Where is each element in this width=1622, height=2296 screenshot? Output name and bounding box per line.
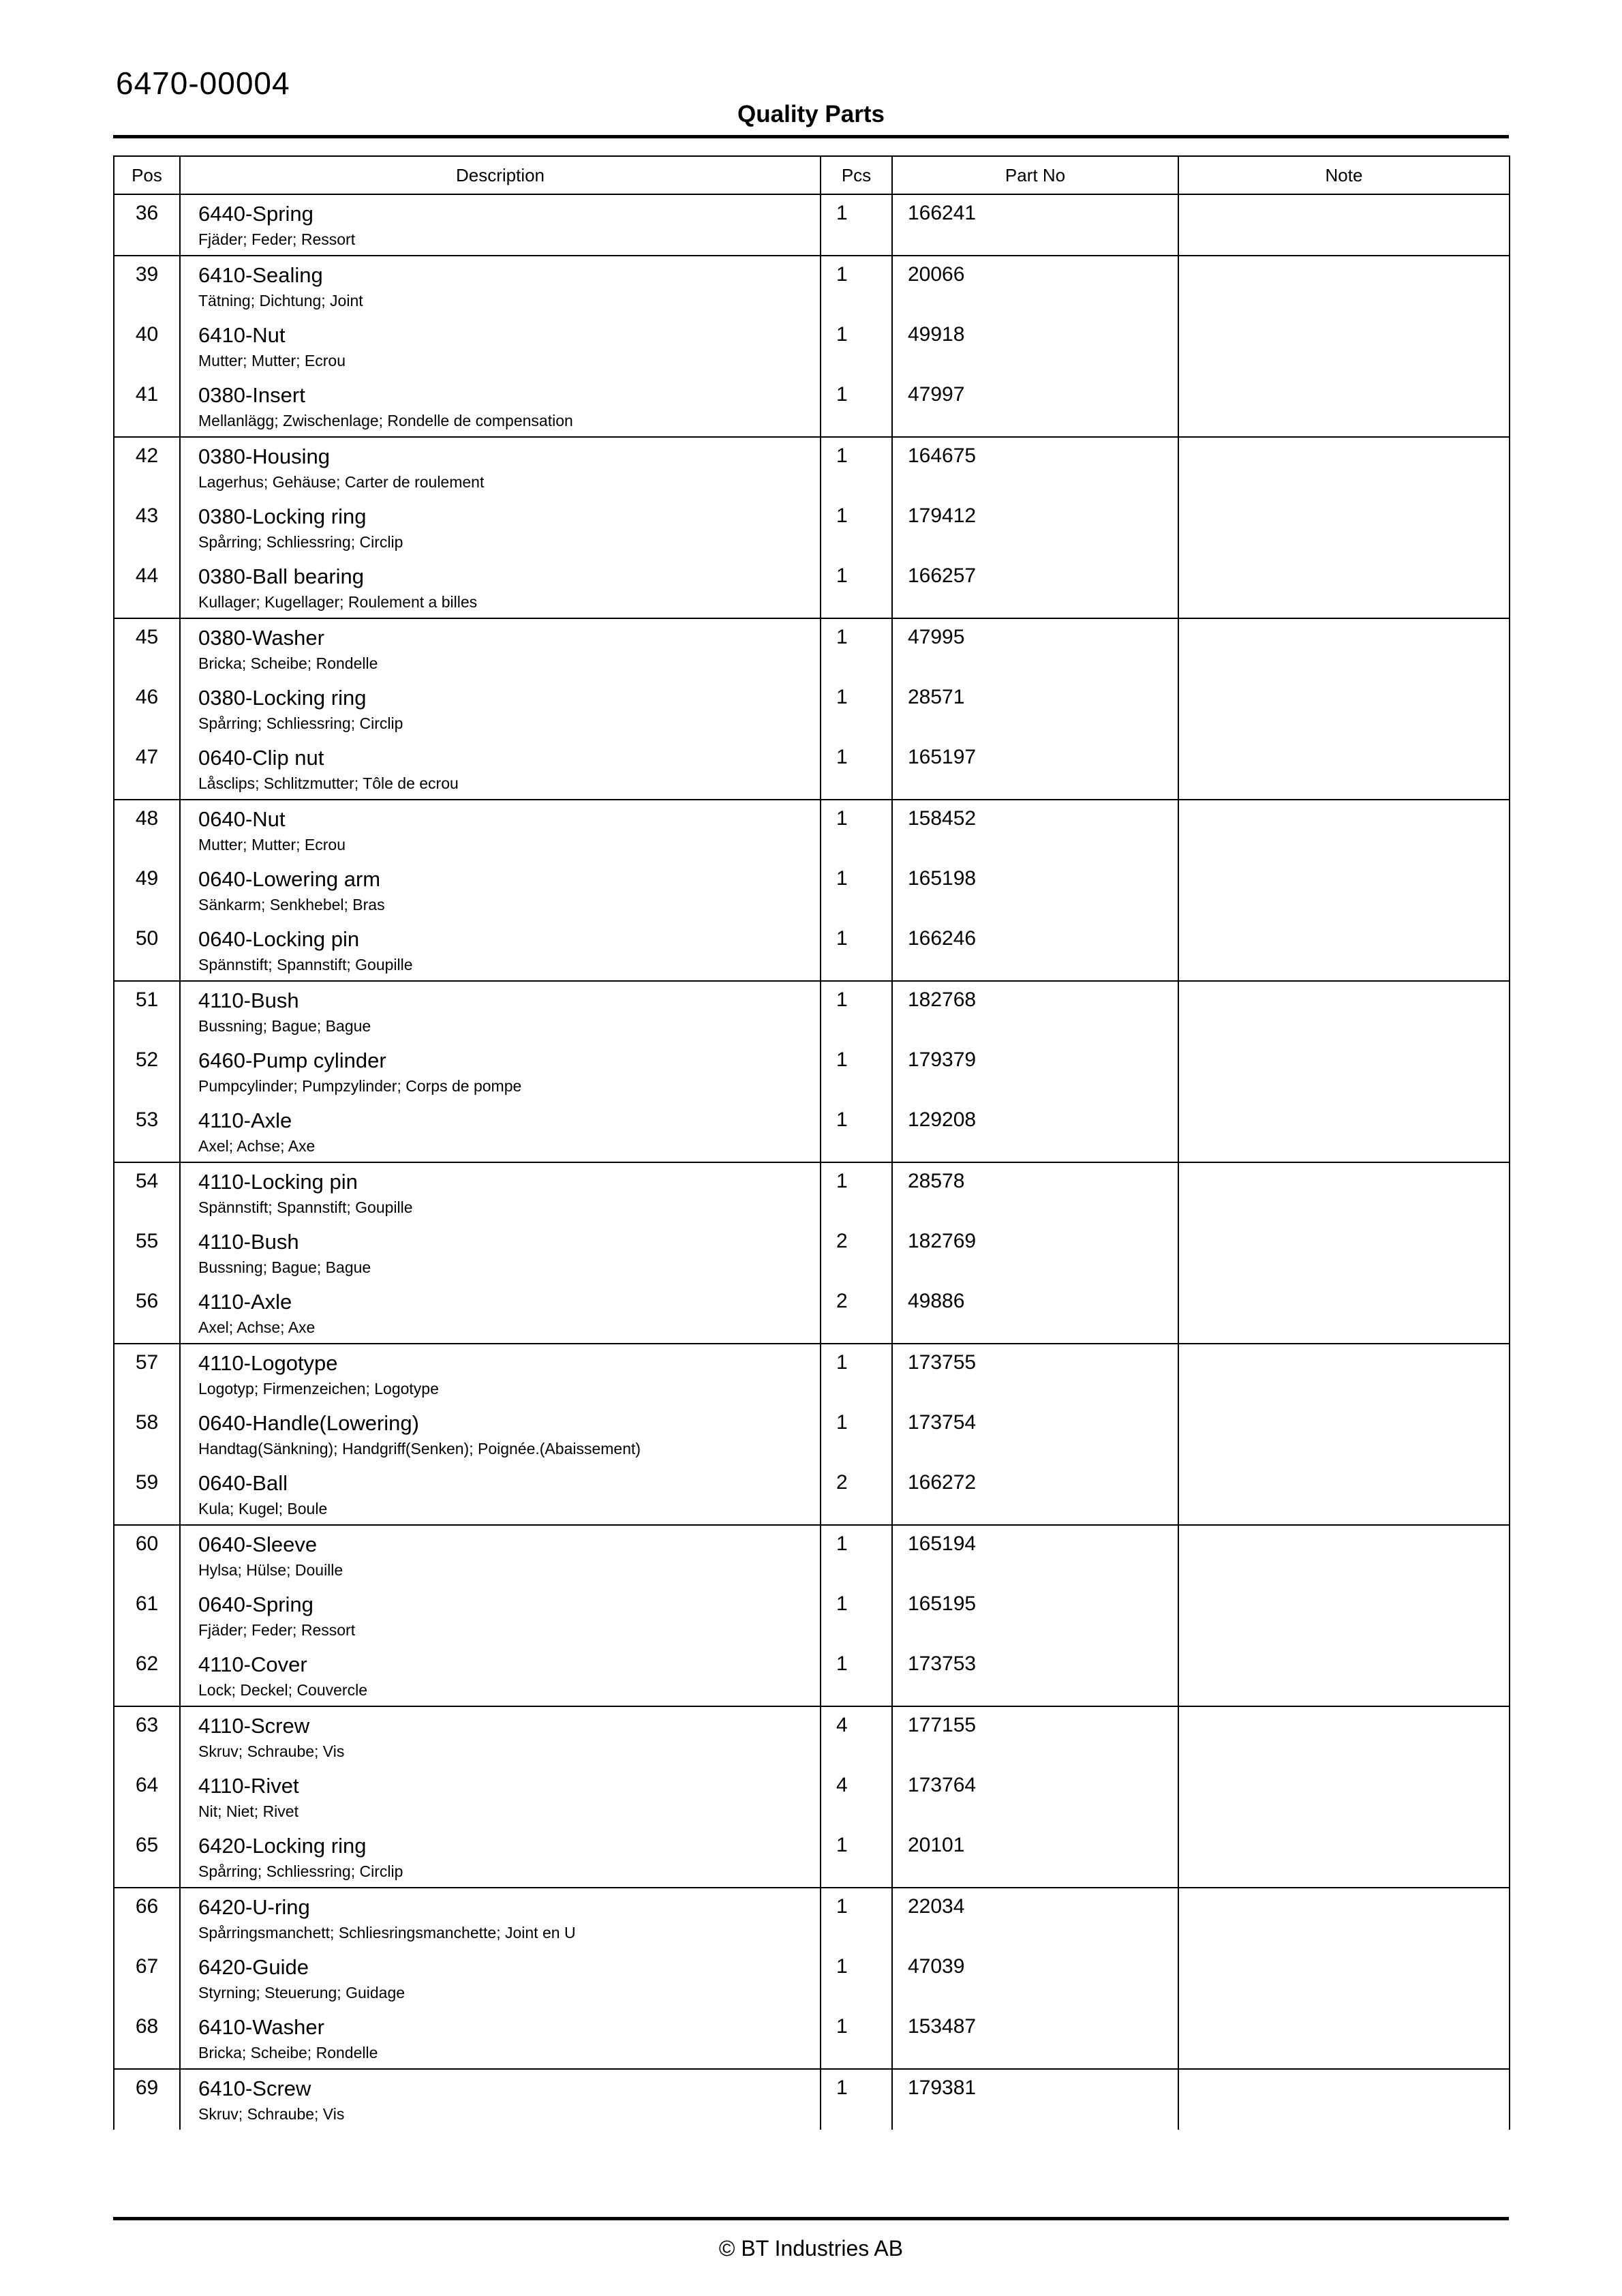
- table-row: [114, 194, 1510, 256]
- table-row: [114, 1344, 1510, 1404]
- row-pcs: 2: [821, 1223, 892, 1283]
- row-description: [180, 1767, 821, 1827]
- row-note: [1178, 679, 1510, 739]
- row-note: [1178, 194, 1510, 256]
- row-note: [1178, 1948, 1510, 2008]
- row-description: [180, 1102, 821, 1162]
- row-description-sub: Spårring; Schliessring; Circlip: [198, 714, 403, 732]
- row-description-sub: Mellanlägg; Zwischenlage; Rondelle de compensation: [198, 412, 573, 429]
- row-part-no: 182769: [892, 1223, 1178, 1283]
- row-description: [180, 679, 821, 739]
- row-note: [1178, 1646, 1510, 1706]
- col-header-part-no: Part No: [892, 156, 1178, 194]
- row-group: [114, 618, 1510, 800]
- row-description-main: 4110-Axle: [198, 1108, 292, 1132]
- row-pcs: 1: [821, 558, 892, 618]
- row-pos: 49: [114, 860, 180, 920]
- row-description-main: 4110-Rivet: [198, 1774, 299, 1798]
- row-pos: 55: [114, 1223, 180, 1283]
- row-description-main: 0380-Ball bearing: [198, 564, 365, 588]
- table-row: [114, 1706, 1510, 1767]
- table-row: [114, 679, 1510, 739]
- row-note: [1178, 1162, 1510, 1223]
- row-description: [180, 1464, 821, 1525]
- row-group: [114, 1525, 1510, 1706]
- row-pos: 40: [114, 316, 180, 376]
- row-description-sub: Kullager; Kugellager; Roulement a billes: [198, 593, 478, 611]
- row-pcs: 1: [821, 316, 892, 376]
- row-description-sub: Pumpcylinder; Pumpzylinder; Corps de pompe: [198, 1077, 522, 1095]
- table-row: [114, 316, 1510, 376]
- row-note: [1178, 1767, 1510, 1827]
- row-part-no: 164675: [892, 437, 1178, 498]
- row-description-main: 0640-Lowering arm: [198, 867, 381, 891]
- table-row: [114, 1464, 1510, 1525]
- row-description-main: 0640-Handle(Lowering): [198, 1411, 419, 1435]
- row-note: [1178, 1586, 1510, 1646]
- row-description: [180, 1344, 821, 1404]
- row-pcs: 1: [821, 1827, 892, 1888]
- row-part-no: 165198: [892, 860, 1178, 920]
- table-row: [114, 1586, 1510, 1646]
- row-part-no: 165194: [892, 1525, 1178, 1586]
- row-note: [1178, 2069, 1510, 2130]
- row-description-sub: Bricka; Scheibe; Rondelle: [198, 2044, 378, 2061]
- row-description-main: 6440-Spring: [198, 202, 313, 226]
- row-pcs: 1: [821, 1404, 892, 1464]
- row-pcs: 1: [821, 2008, 892, 2069]
- table-row: [114, 739, 1510, 800]
- row-part-no: 129208: [892, 1102, 1178, 1162]
- row-pos: 54: [114, 1162, 180, 1223]
- row-part-no: 166246: [892, 920, 1178, 981]
- row-pcs: 1: [821, 437, 892, 498]
- row-description-main: 0380-Washer: [198, 626, 324, 650]
- row-description-main: 6410-Sealing: [198, 263, 323, 287]
- row-pos: 43: [114, 498, 180, 558]
- row-pos: 36: [114, 194, 180, 256]
- row-pcs: 1: [821, 1525, 892, 1586]
- row-pcs: 1: [821, 376, 892, 437]
- row-description: [180, 1888, 821, 1948]
- row-description: [180, 316, 821, 376]
- row-note: [1178, 376, 1510, 437]
- row-pos: 57: [114, 1344, 180, 1404]
- row-note: [1178, 1223, 1510, 1283]
- row-part-no: 20066: [892, 256, 1178, 316]
- row-note: [1178, 558, 1510, 618]
- row-part-no: 47039: [892, 1948, 1178, 2008]
- row-description-sub: Sänkarm; Senkhebel; Bras: [198, 896, 385, 913]
- row-note: [1178, 1102, 1510, 1162]
- row-description: [180, 376, 821, 437]
- col-header-pcs: Pcs: [821, 156, 892, 194]
- row-description-sub: Spårringsmanchett; Schliesringsmanchette; Joint en U: [198, 1924, 576, 1942]
- row-note: [1178, 920, 1510, 981]
- row-note: [1178, 2008, 1510, 2069]
- row-part-no: 179379: [892, 1042, 1178, 1102]
- row-part-no: 153487: [892, 2008, 1178, 2069]
- table-row: [114, 920, 1510, 981]
- row-group: [114, 800, 1510, 981]
- row-description-main: 4110-Logotype: [198, 1351, 338, 1375]
- row-description-sub: Handtag(Sänkning); Handgriff(Senken); Poignée.(Abaissement): [198, 1440, 641, 1457]
- row-group: [114, 256, 1510, 437]
- table-row: [114, 2069, 1510, 2130]
- row-pcs: 4: [821, 1767, 892, 1827]
- row-part-no: 165197: [892, 739, 1178, 800]
- row-part-no: 165195: [892, 1586, 1178, 1646]
- row-description-sub: Låsclips; Schlitzmutter; Tôle de ecrou: [198, 774, 459, 792]
- table-row: [114, 1042, 1510, 1102]
- row-pcs: 1: [821, 679, 892, 739]
- row-pos: 47: [114, 739, 180, 800]
- row-description: [180, 800, 821, 860]
- table-row: [114, 1283, 1510, 1344]
- row-part-no: 20101: [892, 1827, 1178, 1888]
- page-title: Quality Parts: [737, 101, 885, 127]
- row-description-sub: Spännstift; Spannstift; Goupille: [198, 956, 413, 973]
- table-row: [114, 437, 1510, 498]
- table-row: [114, 1767, 1510, 1827]
- row-description-main: 0640-Locking pin: [198, 927, 360, 951]
- table-row: [114, 1404, 1510, 1464]
- table-row: [114, 256, 1510, 316]
- row-part-no: 49918: [892, 316, 1178, 376]
- row-description-sub: Lock; Deckel; Couvercle: [198, 1681, 367, 1699]
- row-pos: 44: [114, 558, 180, 618]
- row-description-main: 4110-Bush: [198, 988, 299, 1012]
- row-group: [114, 1706, 1510, 1888]
- row-description: [180, 1646, 821, 1706]
- row-pos: 59: [114, 1464, 180, 1525]
- row-pcs: 1: [821, 1344, 892, 1404]
- row-description: [180, 558, 821, 618]
- row-pos: 48: [114, 800, 180, 860]
- row-description: [180, 2069, 821, 2130]
- row-pcs: 1: [821, 2069, 892, 2130]
- row-pcs: 1: [821, 860, 892, 920]
- table-row: [114, 558, 1510, 618]
- row-pcs: 1: [821, 739, 892, 800]
- row-pcs: 1: [821, 1888, 892, 1948]
- table-row: [114, 1948, 1510, 2008]
- col-header-pos: Pos: [114, 156, 180, 194]
- row-pcs: 1: [821, 618, 892, 679]
- row-part-no: 28578: [892, 1162, 1178, 1223]
- row-group: [114, 2069, 1510, 2130]
- row-description-main: 6420-Guide: [198, 1955, 309, 1979]
- row-pos: 58: [114, 1404, 180, 1464]
- row-description-main: 0640-Nut: [198, 807, 286, 831]
- row-description-main: 0380-Insert: [198, 383, 305, 407]
- table-row: [114, 618, 1510, 679]
- row-part-no: 173755: [892, 1344, 1178, 1404]
- col-header-description: Description: [180, 156, 821, 194]
- doc-number: 6470-00004: [116, 65, 290, 101]
- row-description: [180, 860, 821, 920]
- row-note: [1178, 1344, 1510, 1404]
- row-description-main: 4110-Axle: [198, 1290, 292, 1314]
- row-description-main: 0380-Locking ring: [198, 686, 367, 710]
- row-note: [1178, 1525, 1510, 1586]
- row-pcs: 1: [821, 498, 892, 558]
- row-description-main: 0380-Housing: [198, 444, 331, 468]
- row-description-sub: Axel; Achse; Axe: [198, 1137, 316, 1155]
- footer-copyright: © BT Industries AB: [718, 2236, 904, 2261]
- table-row: [114, 1525, 1510, 1586]
- row-note: [1178, 1827, 1510, 1888]
- row-pos: 62: [114, 1646, 180, 1706]
- row-description-sub: Mutter; Mutter; Ecrou: [198, 352, 346, 369]
- row-description-main: 4110-Cover: [198, 1652, 307, 1676]
- row-part-no: 47995: [892, 618, 1178, 679]
- row-note: [1178, 498, 1510, 558]
- row-description-sub: Spårring; Schliessring; Circlip: [198, 1862, 403, 1880]
- row-pcs: 1: [821, 920, 892, 981]
- table-row: [114, 1646, 1510, 1706]
- row-pos: 45: [114, 618, 180, 679]
- row-description-sub: Logotyp; Firmenzeichen; Logotype: [198, 1380, 439, 1398]
- table-row: [114, 981, 1510, 1042]
- row-group: [114, 437, 1510, 618]
- row-pcs: 1: [821, 1042, 892, 1102]
- row-description-main: 6420-U-ring: [198, 1895, 310, 1919]
- row-pos: 39: [114, 256, 180, 316]
- row-description: [180, 1706, 821, 1767]
- table-row: [114, 376, 1510, 437]
- row-pos: 51: [114, 981, 180, 1042]
- row-pcs: 2: [821, 1464, 892, 1525]
- row-description-sub: Skruv; Schraube; Vis: [198, 2105, 345, 2123]
- row-note: [1178, 1283, 1510, 1344]
- row-part-no: 173753: [892, 1646, 1178, 1706]
- row-description: [180, 920, 821, 981]
- row-pcs: 1: [821, 1646, 892, 1706]
- row-description: [180, 1223, 821, 1283]
- row-part-no: 166241: [892, 194, 1178, 256]
- row-pcs: 1: [821, 256, 892, 316]
- row-note: [1178, 860, 1510, 920]
- table-row: [114, 1102, 1510, 1162]
- row-description: [180, 437, 821, 498]
- row-description: [180, 194, 821, 256]
- row-group: [114, 981, 1510, 1162]
- row-pos: 61: [114, 1586, 180, 1646]
- row-description-sub: Kula; Kugel; Boule: [198, 1500, 328, 1517]
- row-pos: 60: [114, 1525, 180, 1586]
- row-pos: 66: [114, 1888, 180, 1948]
- row-note: [1178, 1464, 1510, 1525]
- row-part-no: 166257: [892, 558, 1178, 618]
- row-pos: 50: [114, 920, 180, 981]
- row-pcs: 2: [821, 1283, 892, 1344]
- row-pos: 69: [114, 2069, 180, 2130]
- row-description-sub: Spårring; Schliessring; Circlip: [198, 533, 403, 551]
- row-part-no: 158452: [892, 800, 1178, 860]
- row-description-main: 0640-Sleeve: [198, 1532, 318, 1556]
- row-description-sub: Hylsa; Hülse; Douille: [198, 1561, 343, 1579]
- row-description-main: 4110-Locking pin: [198, 1170, 358, 1194]
- row-pos: 56: [114, 1283, 180, 1344]
- row-part-no: 49886: [892, 1283, 1178, 1344]
- row-pos: 65: [114, 1827, 180, 1888]
- row-part-no: 179381: [892, 2069, 1178, 2130]
- row-description: [180, 1525, 821, 1586]
- row-description-sub: Skruv; Schraube; Vis: [198, 1742, 345, 1760]
- row-description-main: 6460-Pump cylinder: [198, 1048, 386, 1072]
- row-group: [114, 194, 1510, 256]
- row-note: [1178, 1042, 1510, 1102]
- row-description: [180, 739, 821, 800]
- table-row: [114, 1827, 1510, 1888]
- table-row: [114, 1223, 1510, 1283]
- row-pcs: 1: [821, 1948, 892, 2008]
- row-description-sub: Mutter; Mutter; Ecrou: [198, 836, 346, 854]
- row-pos: 41: [114, 376, 180, 437]
- row-pos: 64: [114, 1767, 180, 1827]
- table-row: [114, 1162, 1510, 1223]
- row-pcs: 4: [821, 1706, 892, 1767]
- row-part-no: 182768: [892, 981, 1178, 1042]
- row-description: [180, 981, 821, 1042]
- row-pos: 67: [114, 1948, 180, 2008]
- row-pos: 68: [114, 2008, 180, 2069]
- table-row: [114, 800, 1510, 860]
- table-row: [114, 1888, 1510, 1948]
- row-description-sub: Bussning; Bague; Bague: [198, 1258, 371, 1276]
- row-note: [1178, 800, 1510, 860]
- row-description: [180, 1948, 821, 2008]
- row-description-sub: Bussning; Bague; Bague: [198, 1017, 371, 1035]
- row-description: [180, 2008, 821, 2069]
- row-description: [180, 1404, 821, 1464]
- col-header-note: Note: [1178, 156, 1510, 194]
- row-description: [180, 1586, 821, 1646]
- row-description-main: 0380-Locking ring: [198, 504, 367, 528]
- row-note: [1178, 1706, 1510, 1767]
- row-part-no: 47997: [892, 376, 1178, 437]
- row-pos: 42: [114, 437, 180, 498]
- row-description-sub: Styrning; Steuerung; Guidage: [198, 1984, 406, 2002]
- row-description-main: 4110-Bush: [198, 1230, 299, 1254]
- row-description-main: 6420-Locking ring: [198, 1834, 367, 1858]
- row-description-main: 0640-Ball: [198, 1471, 288, 1495]
- row-pcs: 1: [821, 981, 892, 1042]
- table-header-row: [114, 156, 1510, 194]
- row-pos: 53: [114, 1102, 180, 1162]
- row-group: [114, 1888, 1510, 2069]
- row-note: [1178, 256, 1510, 316]
- row-description: [180, 1042, 821, 1102]
- row-pos: 46: [114, 679, 180, 739]
- row-pcs: 1: [821, 1102, 892, 1162]
- row-description-main: 0640-Spring: [198, 1592, 313, 1616]
- row-description: [180, 618, 821, 679]
- row-note: [1178, 316, 1510, 376]
- row-note: [1178, 1888, 1510, 1948]
- row-note: [1178, 981, 1510, 1042]
- row-description: [180, 256, 821, 316]
- row-part-no: 179412: [892, 498, 1178, 558]
- row-part-no: 177155: [892, 1706, 1178, 1767]
- row-description-main: 6410-Nut: [198, 323, 286, 347]
- row-part-no: 28571: [892, 679, 1178, 739]
- row-description-main: 4110-Screw: [198, 1714, 310, 1738]
- row-description-sub: Nit; Niet; Rivet: [198, 1802, 299, 1820]
- table-row: [114, 498, 1510, 558]
- row-description: [180, 1283, 821, 1344]
- row-part-no: 166272: [892, 1464, 1178, 1525]
- row-description-sub: Bricka; Scheibe; Rondelle: [198, 654, 378, 672]
- row-note: [1178, 1404, 1510, 1464]
- row-note: [1178, 618, 1510, 679]
- row-description: [180, 1162, 821, 1223]
- row-group: [114, 1162, 1510, 1344]
- row-pcs: 1: [821, 194, 892, 256]
- title-divider: [113, 135, 1509, 138]
- table-header: [114, 156, 1510, 194]
- row-description-main: 6410-Washer: [198, 2015, 324, 2039]
- row-part-no: 173754: [892, 1404, 1178, 1464]
- row-description-sub: Spännstift; Spannstift; Goupille: [198, 1198, 413, 1216]
- row-description-sub: Tätning; Dichtung; Joint: [198, 292, 363, 309]
- table-row: [114, 860, 1510, 920]
- row-description: [180, 498, 821, 558]
- row-description-sub: Axel; Achse; Axe: [198, 1318, 316, 1336]
- footer-divider: [113, 2217, 1509, 2220]
- row-description-sub: Fjäder; Feder; Ressort: [198, 230, 356, 248]
- row-note: [1178, 739, 1510, 800]
- row-part-no: 173764: [892, 1767, 1178, 1827]
- row-description: [180, 1827, 821, 1888]
- row-part-no: 22034: [892, 1888, 1178, 1948]
- row-description-main: 6410-Screw: [198, 2076, 311, 2100]
- row-description-sub: Fjäder; Feder; Ressort: [198, 1621, 356, 1639]
- row-pcs: 1: [821, 1162, 892, 1223]
- row-pos: 52: [114, 1042, 180, 1102]
- row-pos: 63: [114, 1706, 180, 1767]
- parts-table: [113, 155, 1510, 2130]
- row-note: [1178, 437, 1510, 498]
- row-group: [114, 1344, 1510, 1525]
- table-row: [114, 2008, 1510, 2069]
- row-pcs: 1: [821, 1586, 892, 1646]
- row-pcs: 1: [821, 800, 892, 860]
- row-description-main: 0640-Clip nut: [198, 746, 324, 770]
- row-description-sub: Lagerhus; Gehäuse; Carter de roulement: [198, 473, 485, 491]
